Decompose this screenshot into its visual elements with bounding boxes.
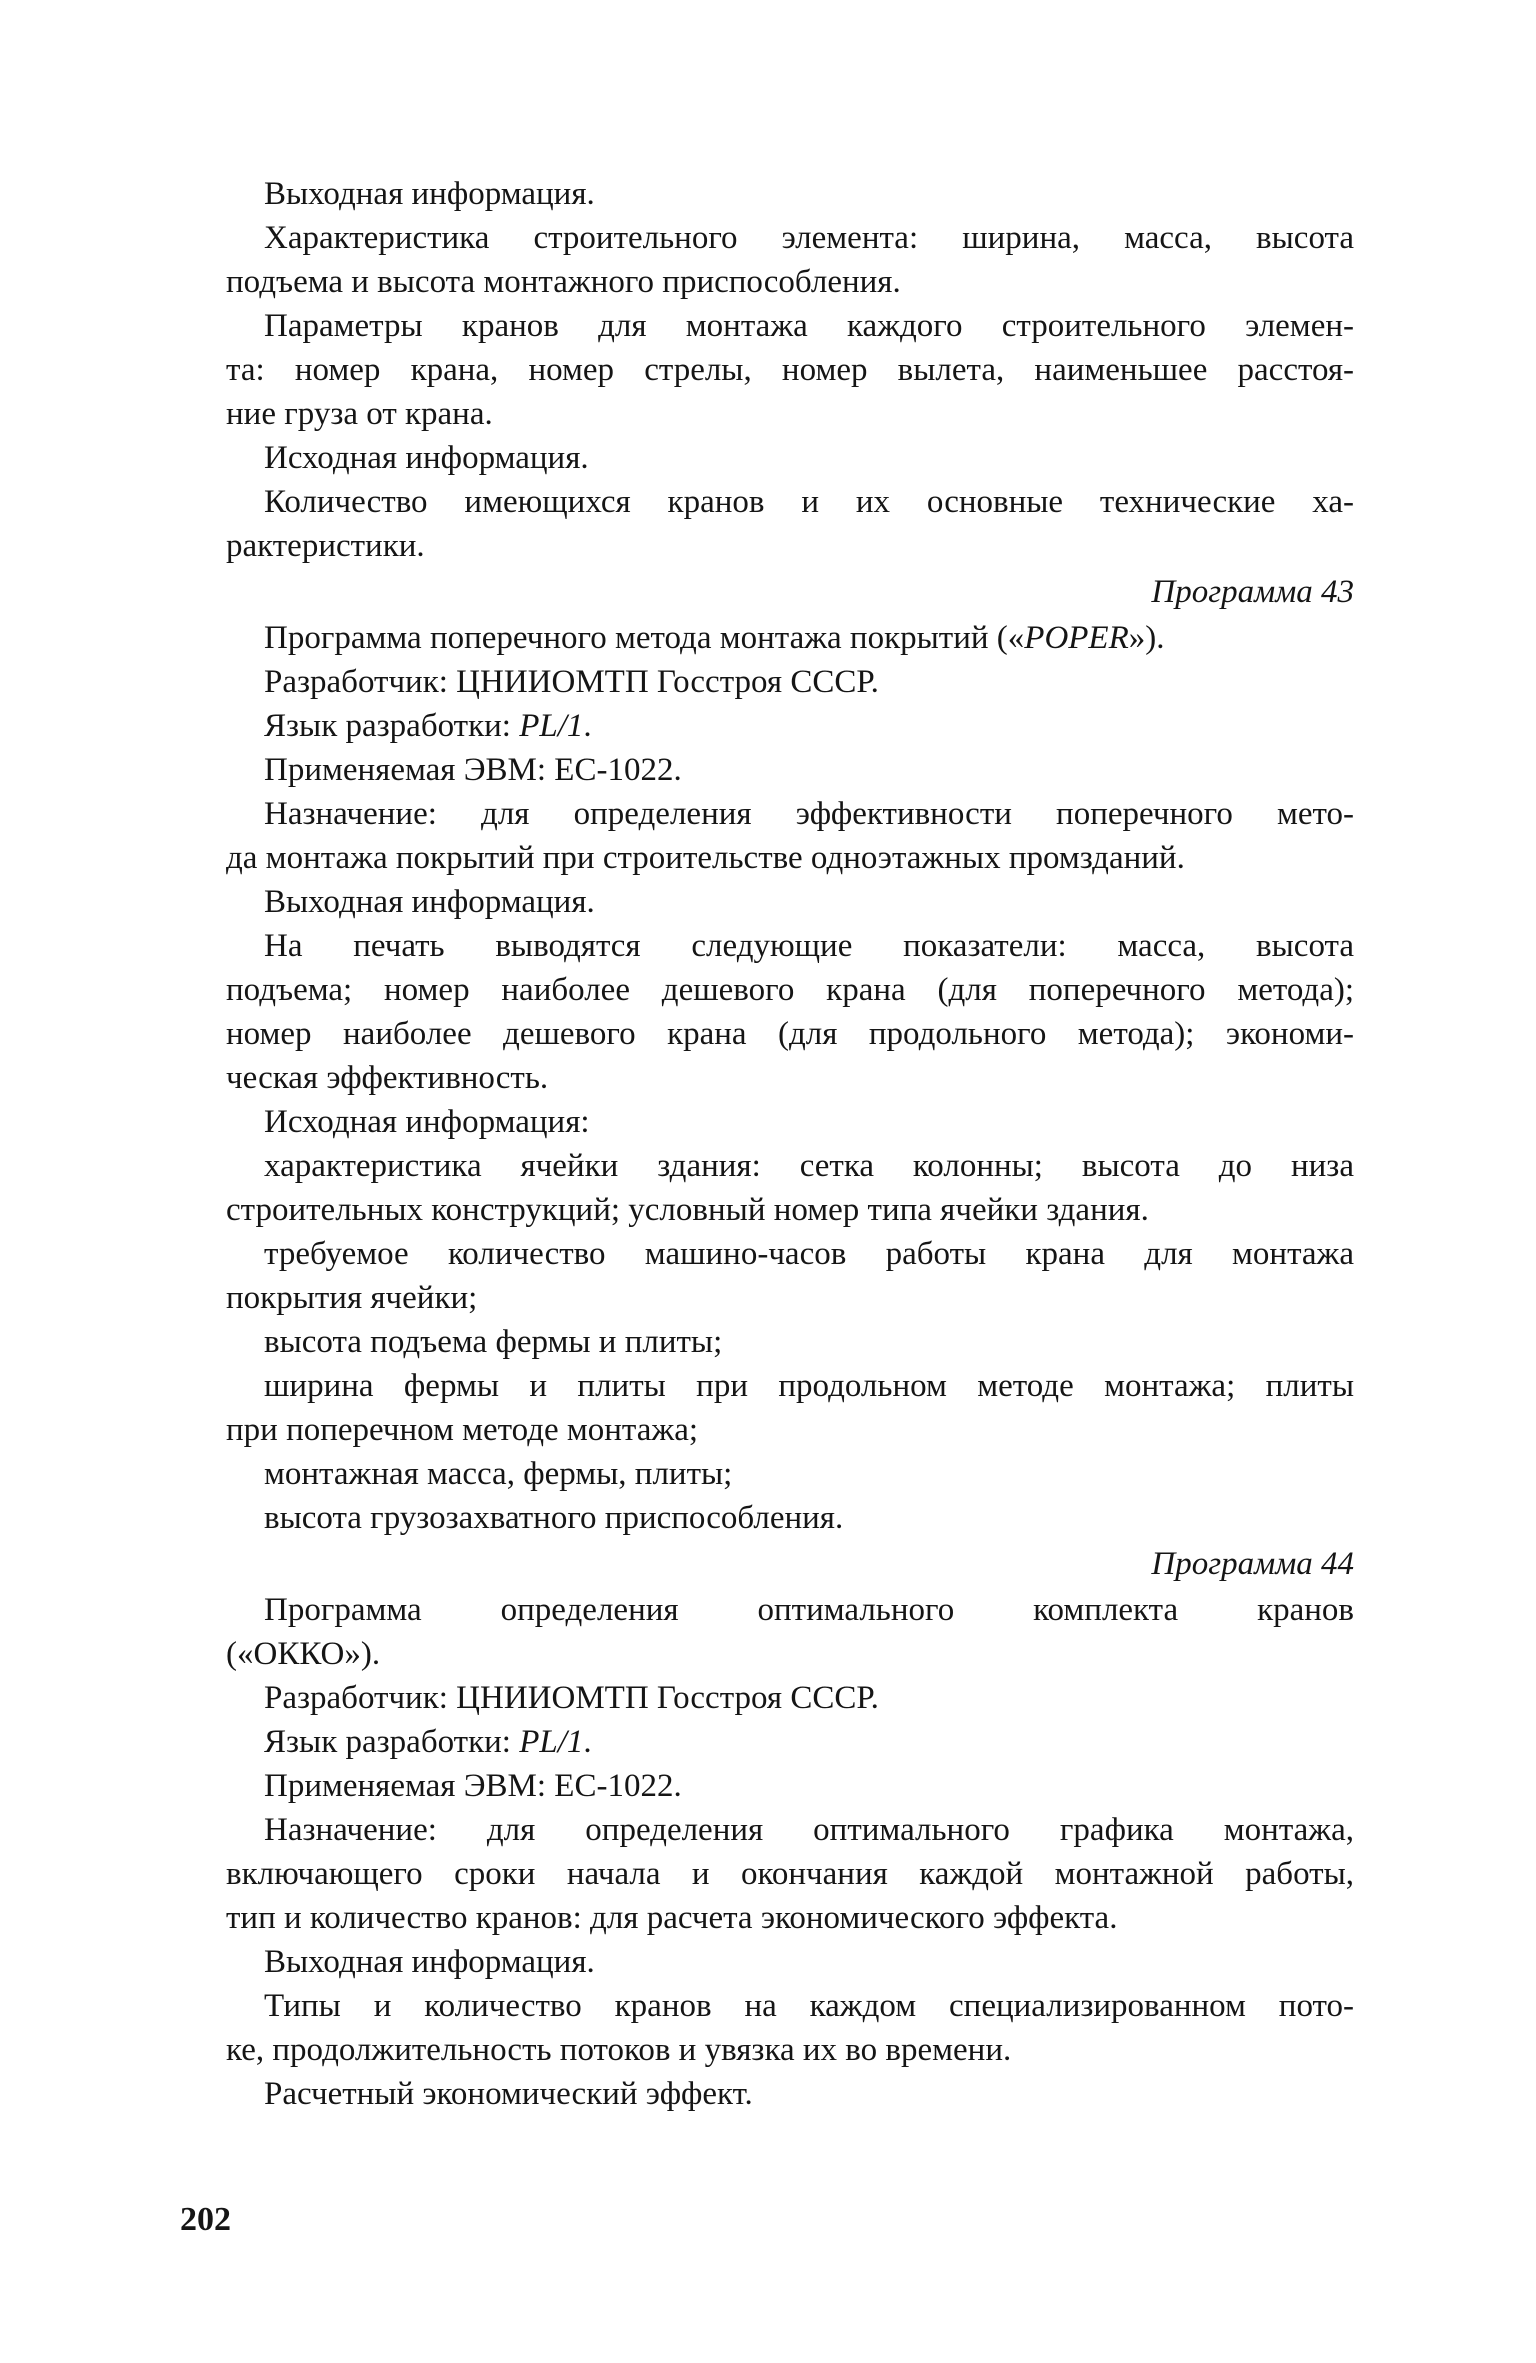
paragraph: [226, 1808, 1354, 1940]
paragraph: [226, 1364, 1354, 1452]
text-line: монтажная масса, фермы, плиты;: [264, 1456, 733, 1492]
text-line: характеристика ячейки здания: сетка колонны; высота до низа: [264, 1148, 1354, 1184]
program-heading: Программа 44: [1151, 1546, 1354, 1582]
text-line: высота грузозахватного приспособления.: [264, 1500, 844, 1536]
text-line: Язык разработки: PL/1.: [264, 1724, 592, 1760]
text-line: Исходная информация:: [264, 1104, 590, 1140]
text-line: Выходная информация.: [264, 1944, 595, 1980]
text-line: при поперечном методе монтажа;: [226, 1412, 699, 1448]
page-body-text: [226, 172, 1354, 2116]
text-line: включающего сроки начала и окончания каждой монтажной работы,: [226, 1856, 1354, 1892]
text-line: Назначение: для определения оптимального графика монтажа,: [264, 1812, 1354, 1848]
paragraph: [226, 1452, 1354, 1496]
paragraph: [226, 616, 1354, 660]
text-line: ние груза от крана.: [226, 396, 493, 432]
text-line: требуемое количество машино-часов работы крана для монтажа: [264, 1236, 1354, 1272]
text-line: Характеристика строительного элемента: ширина, масса, высота: [264, 220, 1354, 256]
text-line: Исходная информация.: [264, 440, 589, 476]
text-line: тип и количество кранов: для расчета экономического эффекта.: [226, 1900, 1118, 1936]
text-line: Параметры кранов для монтажа каждого строительного элемен-: [264, 308, 1354, 344]
text-line: строительных конструкций; условный номер типа ячейки здания.: [226, 1192, 1149, 1228]
paragraph: [226, 1232, 1354, 1320]
page-number: 202: [180, 2201, 231, 2238]
text-line: Язык разработки: PL/1.: [264, 708, 592, 744]
text-line: Назначение: для определения эффективности поперечного мето-: [264, 796, 1354, 832]
text-line: На печать выводятся следующие показатели: масса, высота: [264, 928, 1354, 964]
text-line: («ОККО»).: [226, 1636, 381, 1672]
paragraph: [226, 748, 1354, 792]
paragraph: [226, 304, 1354, 436]
paragraph: [226, 660, 1354, 704]
paragraph: [226, 1100, 1354, 1144]
text-line: Программа определения оптимального комплекта кранов: [264, 1592, 1354, 1628]
paragraph: [226, 1764, 1354, 1808]
paragraph: [226, 436, 1354, 480]
paragraph: [226, 1144, 1354, 1232]
paragraph: [226, 924, 1354, 1100]
text-line: Расчетный экономический эффект.: [264, 2076, 753, 2112]
text-line: Применяемая ЭВМ: ЕС-1022.: [264, 752, 682, 788]
text-line: номер наиболее дешевого крана (для продольного метода); экономи-: [226, 1016, 1354, 1052]
text-line: подъема; номер наиболее дешевого крана (для поперечного метода);: [226, 972, 1354, 1008]
paragraph: [226, 1720, 1354, 1764]
paragraph: [226, 792, 1354, 880]
text-line: Выходная информация.: [264, 176, 595, 212]
paragraph: [226, 704, 1354, 748]
text-line: Типы и количество кранов на каждом специализированном пото-: [264, 1988, 1354, 2024]
text-line: ке, продолжительность потоков и увязка их во времени.: [226, 2032, 1012, 2068]
paragraph: [226, 1676, 1354, 1720]
paragraph: [226, 880, 1354, 924]
text-line: Количество имеющихся кранов и их основные технические ха-: [264, 484, 1354, 520]
text-line: Применяемая ЭВМ: ЕС-1022.: [264, 1768, 682, 1804]
paragraph: [226, 2072, 1354, 2116]
text-line: Разработчик: ЦНИИОМТП Госстроя СССР.: [264, 664, 879, 700]
text-line: Программа поперечного метода монтажа покрытий («POPER»).: [264, 620, 1165, 656]
text-line: Разработчик: ЦНИИОМТП Госстроя СССР.: [264, 1680, 879, 1716]
text-line: Выходная информация.: [264, 884, 595, 920]
text-line: ческая эффективность.: [226, 1060, 549, 1096]
text-line: да монтажа покрытий при строительстве одноэтажных промзданий.: [226, 840, 1185, 876]
text-line: подъема и высота монтажного приспособления.: [226, 264, 901, 300]
paragraph: [226, 1588, 1354, 1676]
text-line: покрытия ячейки;: [226, 1280, 478, 1316]
paragraph: [226, 172, 1354, 216]
paragraph: [226, 1496, 1354, 1540]
text-line: рактеристики.: [226, 528, 425, 564]
text-line: высота подъема фермы и плиты;: [264, 1324, 723, 1360]
paragraph: [226, 1320, 1354, 1364]
program-heading: Программа 43: [1151, 574, 1354, 610]
text-line: ширина фермы и плиты при продольном методе монтажа; плиты: [264, 1368, 1354, 1404]
paragraph: [226, 216, 1354, 304]
paragraph: [226, 480, 1354, 568]
paragraph: [226, 1984, 1354, 2072]
paragraph: [226, 1940, 1354, 1984]
text-line: та: номер крана, номер стрелы, номер вылета, наименьшее расстоя-: [226, 352, 1354, 388]
